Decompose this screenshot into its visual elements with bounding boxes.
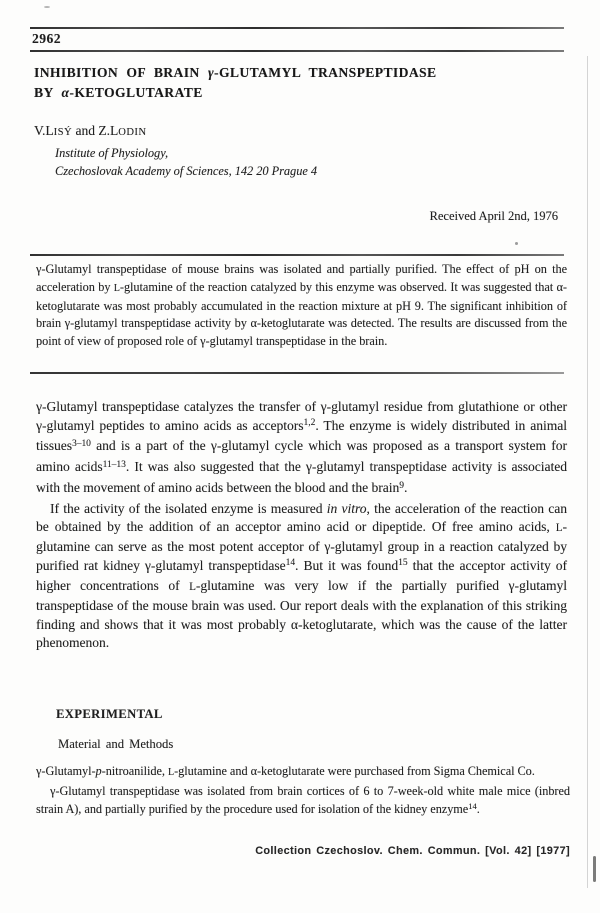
affiliation-line-1: Institute of Physiology, — [55, 146, 169, 160]
article-body — [36, 398, 567, 653]
top-divider — [30, 27, 564, 29]
experimental-paragraph-1: γ-Glutamyl-p-nitroanilide, L-glutamine and α-ketoglutarate were purchased from Sigma Chemical Co. — [36, 764, 535, 778]
experimental-body — [36, 762, 570, 819]
scan-speck — [515, 242, 518, 245]
scan-smudge — [593, 856, 596, 882]
abstract-bottom-divider — [30, 372, 564, 374]
footer-citation: Collection Czechoslov. Chem. Commun. [Vol. 42] [1977] — [255, 845, 570, 857]
experimental-paragraph-2: γ-Glutamyl transpeptidase was isolated from brain cortices of 6 to 7-week-old white male mice (inbred strain A), and partially purified by the procedure used for isolation of the kidney enzyme$^{14}$. — [36, 784, 570, 816]
body-paragraph-1: γ-Glutamyl transpeptidase catalyzes the transfer of γ-glutamyl residue from glutathione or other γ-glutamyl peptides to amino acids as acceptors$^{1,2}$. The enzyme is widely distributed in animal tissues$^{3-10}$ and is a part of the γ-glutamyl cycle which was proposed as a transport system for amino acids$^{11-13}$. It was also suggested that the γ-glutamyl transpeptidase activity is associated with the movement of amino acids between the blood and the brain$^9$. — [36, 399, 567, 495]
methods-subheading: Material and Methods — [58, 737, 174, 751]
received-date: Received April 2nd, 1976 — [429, 209, 558, 223]
affiliation-line-2: Czechoslovak Academy of Sciences, 142 20 Prague 4 — [55, 163, 318, 178]
affiliation — [55, 145, 317, 180]
abstract-top-divider — [30, 254, 564, 256]
abstract-text: γ-Glutamyl transpeptidase of mouse brains was isolated and partially purified. The effect of pH on the acceleration by L-glutamine of the reaction catalyzed by this enzyme was observed. It was suggested that α-ketoglutarate was most probably accumulated in the reaction mixture at pH 9. The significant inhibition of brain γ-glutamyl transpeptidase activity by α-ketoglutarate was detected. The results are discussed from the point of view of proposed role of γ-glutamyl transpeptidase in the brain. — [36, 262, 567, 349]
scan-edge-line — [587, 56, 588, 888]
title-line-2: BY α-KETOGLUTARATE — [34, 85, 203, 100]
header-divider — [30, 50, 564, 52]
article-title — [34, 63, 564, 103]
scan-speck — [44, 6, 50, 8]
body-paragraph-2: If the activity of the isolated enzyme is measured in vitro, the acceleration of the reaction can be obtained by the addition of an acceptor amino acid or dipeptide. Of free amino acids, L-glutamine can serve as the most potent acceptor of γ-glutamyl group in a reaction catalyzed by purified rat kidney γ-glutamyl transpeptidase$^{14}$. But it was found$^{15}$ that the acceptor activity of higher concentrations of L-glutamine was very low if the partially purified γ-glutamyl transpeptidase of the mouse brain was used. Our report deals with the explanation of this striking finding and shows that it was most probably α-ketoglutarate, which was the cause of the latter phenomenon. — [36, 500, 568, 651]
authors-line: V.LISÝ and Z.LODIN — [34, 123, 147, 138]
experimental-heading: EXPERIMENTAL — [56, 707, 163, 721]
page-number: 2962 — [32, 31, 61, 46]
title-line-1: INHIBITION OF BRAIN γ-GLUTAMYL TRANSPEPTIDASE — [34, 65, 437, 80]
